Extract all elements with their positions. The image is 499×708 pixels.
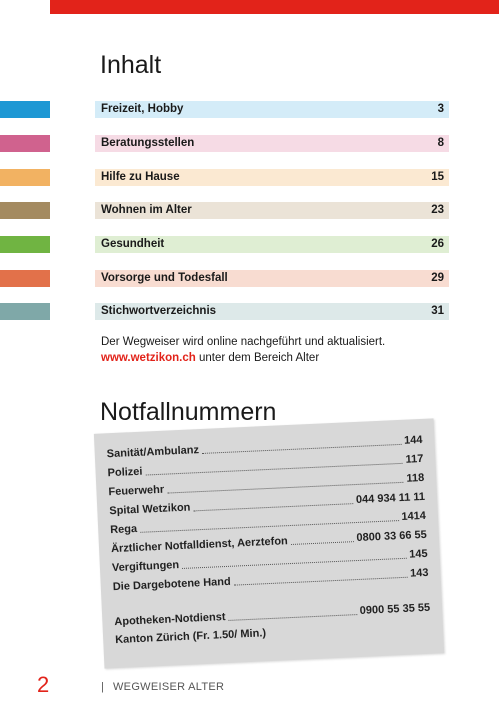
toc-color-marker bbox=[0, 303, 50, 320]
dotted-leader bbox=[291, 541, 354, 545]
pharmacy-label: Apotheken-Notdienst bbox=[114, 611, 226, 629]
online-note-rest: unter dem Bereich Alter bbox=[195, 352, 320, 364]
dotted-leader bbox=[194, 503, 354, 511]
page-number: 2 bbox=[37, 672, 50, 697]
emergency-entry-number: 145 bbox=[409, 547, 428, 561]
toc-item-page: 31 bbox=[431, 305, 444, 317]
dotted-leader bbox=[234, 577, 408, 586]
toc-color-marker bbox=[0, 236, 50, 253]
toc-item[interactable] bbox=[0, 135, 449, 152]
online-note bbox=[101, 334, 441, 366]
emergency-entry-number: 143 bbox=[409, 566, 429, 580]
top-accent-bar bbox=[50, 0, 499, 14]
emergency-entry-number: 0800 33 66 55 bbox=[356, 528, 428, 545]
emergency-card bbox=[94, 418, 444, 668]
toc-band bbox=[95, 270, 449, 287]
toc-band bbox=[95, 169, 449, 186]
emergency-entry-pharmacy bbox=[114, 601, 430, 629]
toc-item-label: Beratungsstellen bbox=[101, 137, 195, 149]
emergency-entry-number: 044 934 11 11 bbox=[355, 490, 426, 507]
toc-band bbox=[95, 101, 449, 118]
toc-color-marker bbox=[0, 202, 50, 219]
toc-band bbox=[95, 303, 449, 320]
toc-item-label: Gesundheit bbox=[101, 238, 165, 250]
toc-item[interactable] bbox=[0, 169, 449, 186]
toc-heading: Inhalt bbox=[100, 51, 162, 79]
emergency-entry-label: Sanität/Ambulanz bbox=[106, 444, 200, 461]
toc-item-label: Freizeit, Hobby bbox=[101, 103, 184, 115]
online-note-text: Der Wegweiser wird online nachgeführt und aktualisiert. bbox=[101, 336, 386, 348]
emergency-heading: Notfallnummern bbox=[100, 398, 277, 426]
emergency-entry-label: Polizei bbox=[107, 465, 143, 480]
emergency-entry-label: Rega bbox=[109, 522, 138, 537]
toc-item[interactable] bbox=[0, 202, 449, 219]
toc-item-page: 8 bbox=[437, 137, 444, 149]
toc-item-page: 23 bbox=[431, 204, 444, 216]
toc-item[interactable] bbox=[0, 236, 449, 253]
toc-color-marker bbox=[0, 270, 50, 287]
emergency-entry-label: Ärztlicher Notfalldienst, Aerztefon bbox=[110, 535, 289, 556]
toc-item-page: 15 bbox=[431, 171, 444, 183]
toc-color-marker bbox=[0, 169, 50, 186]
toc-band bbox=[95, 202, 449, 219]
emergency-entry-label: Die Dargebotene Hand bbox=[112, 575, 231, 594]
toc-item-label: Wohnen im Alter bbox=[101, 204, 192, 216]
toc-item-label: Hilfe zu Hause bbox=[101, 171, 180, 183]
toc-item-page: 29 bbox=[431, 272, 444, 284]
toc-item[interactable] bbox=[0, 101, 449, 118]
toc-band bbox=[95, 236, 449, 253]
website-link[interactable]: www.wetzikon.ch bbox=[101, 352, 196, 364]
footer-separator: | bbox=[101, 681, 104, 693]
toc-color-marker bbox=[0, 135, 50, 152]
toc-item[interactable] bbox=[0, 303, 449, 320]
emergency-entry-label: Spital Wetzikon bbox=[109, 501, 191, 518]
emergency-entry-number: 144 bbox=[403, 433, 423, 447]
toc-item-label: Vorsorge und Todesfall bbox=[101, 272, 228, 284]
dotted-leader bbox=[202, 444, 401, 454]
emergency-entry-number: 118 bbox=[406, 471, 425, 485]
toc-item-label: Stichwortverzeichnis bbox=[101, 305, 217, 317]
toc-band bbox=[95, 135, 449, 152]
toc-color-marker bbox=[0, 101, 50, 118]
toc-item-page: 3 bbox=[437, 103, 444, 115]
emergency-entry-number: 117 bbox=[405, 452, 424, 466]
toc-item[interactable] bbox=[0, 270, 449, 287]
emergency-entry-number: 1414 bbox=[401, 509, 427, 523]
pharmacy-sub: Kanton Zürich (Fr. 1.50/ Min.) bbox=[114, 627, 267, 647]
dotted-leader bbox=[229, 614, 357, 621]
emergency-entry-label: Feuerwehr bbox=[108, 483, 165, 499]
pharmacy-number: 0900 55 35 55 bbox=[359, 601, 431, 617]
footer-label: WEGWEISER ALTER bbox=[113, 681, 225, 693]
toc-item-page: 26 bbox=[431, 238, 444, 250]
emergency-entry-label: Vergiftungen bbox=[111, 559, 180, 575]
